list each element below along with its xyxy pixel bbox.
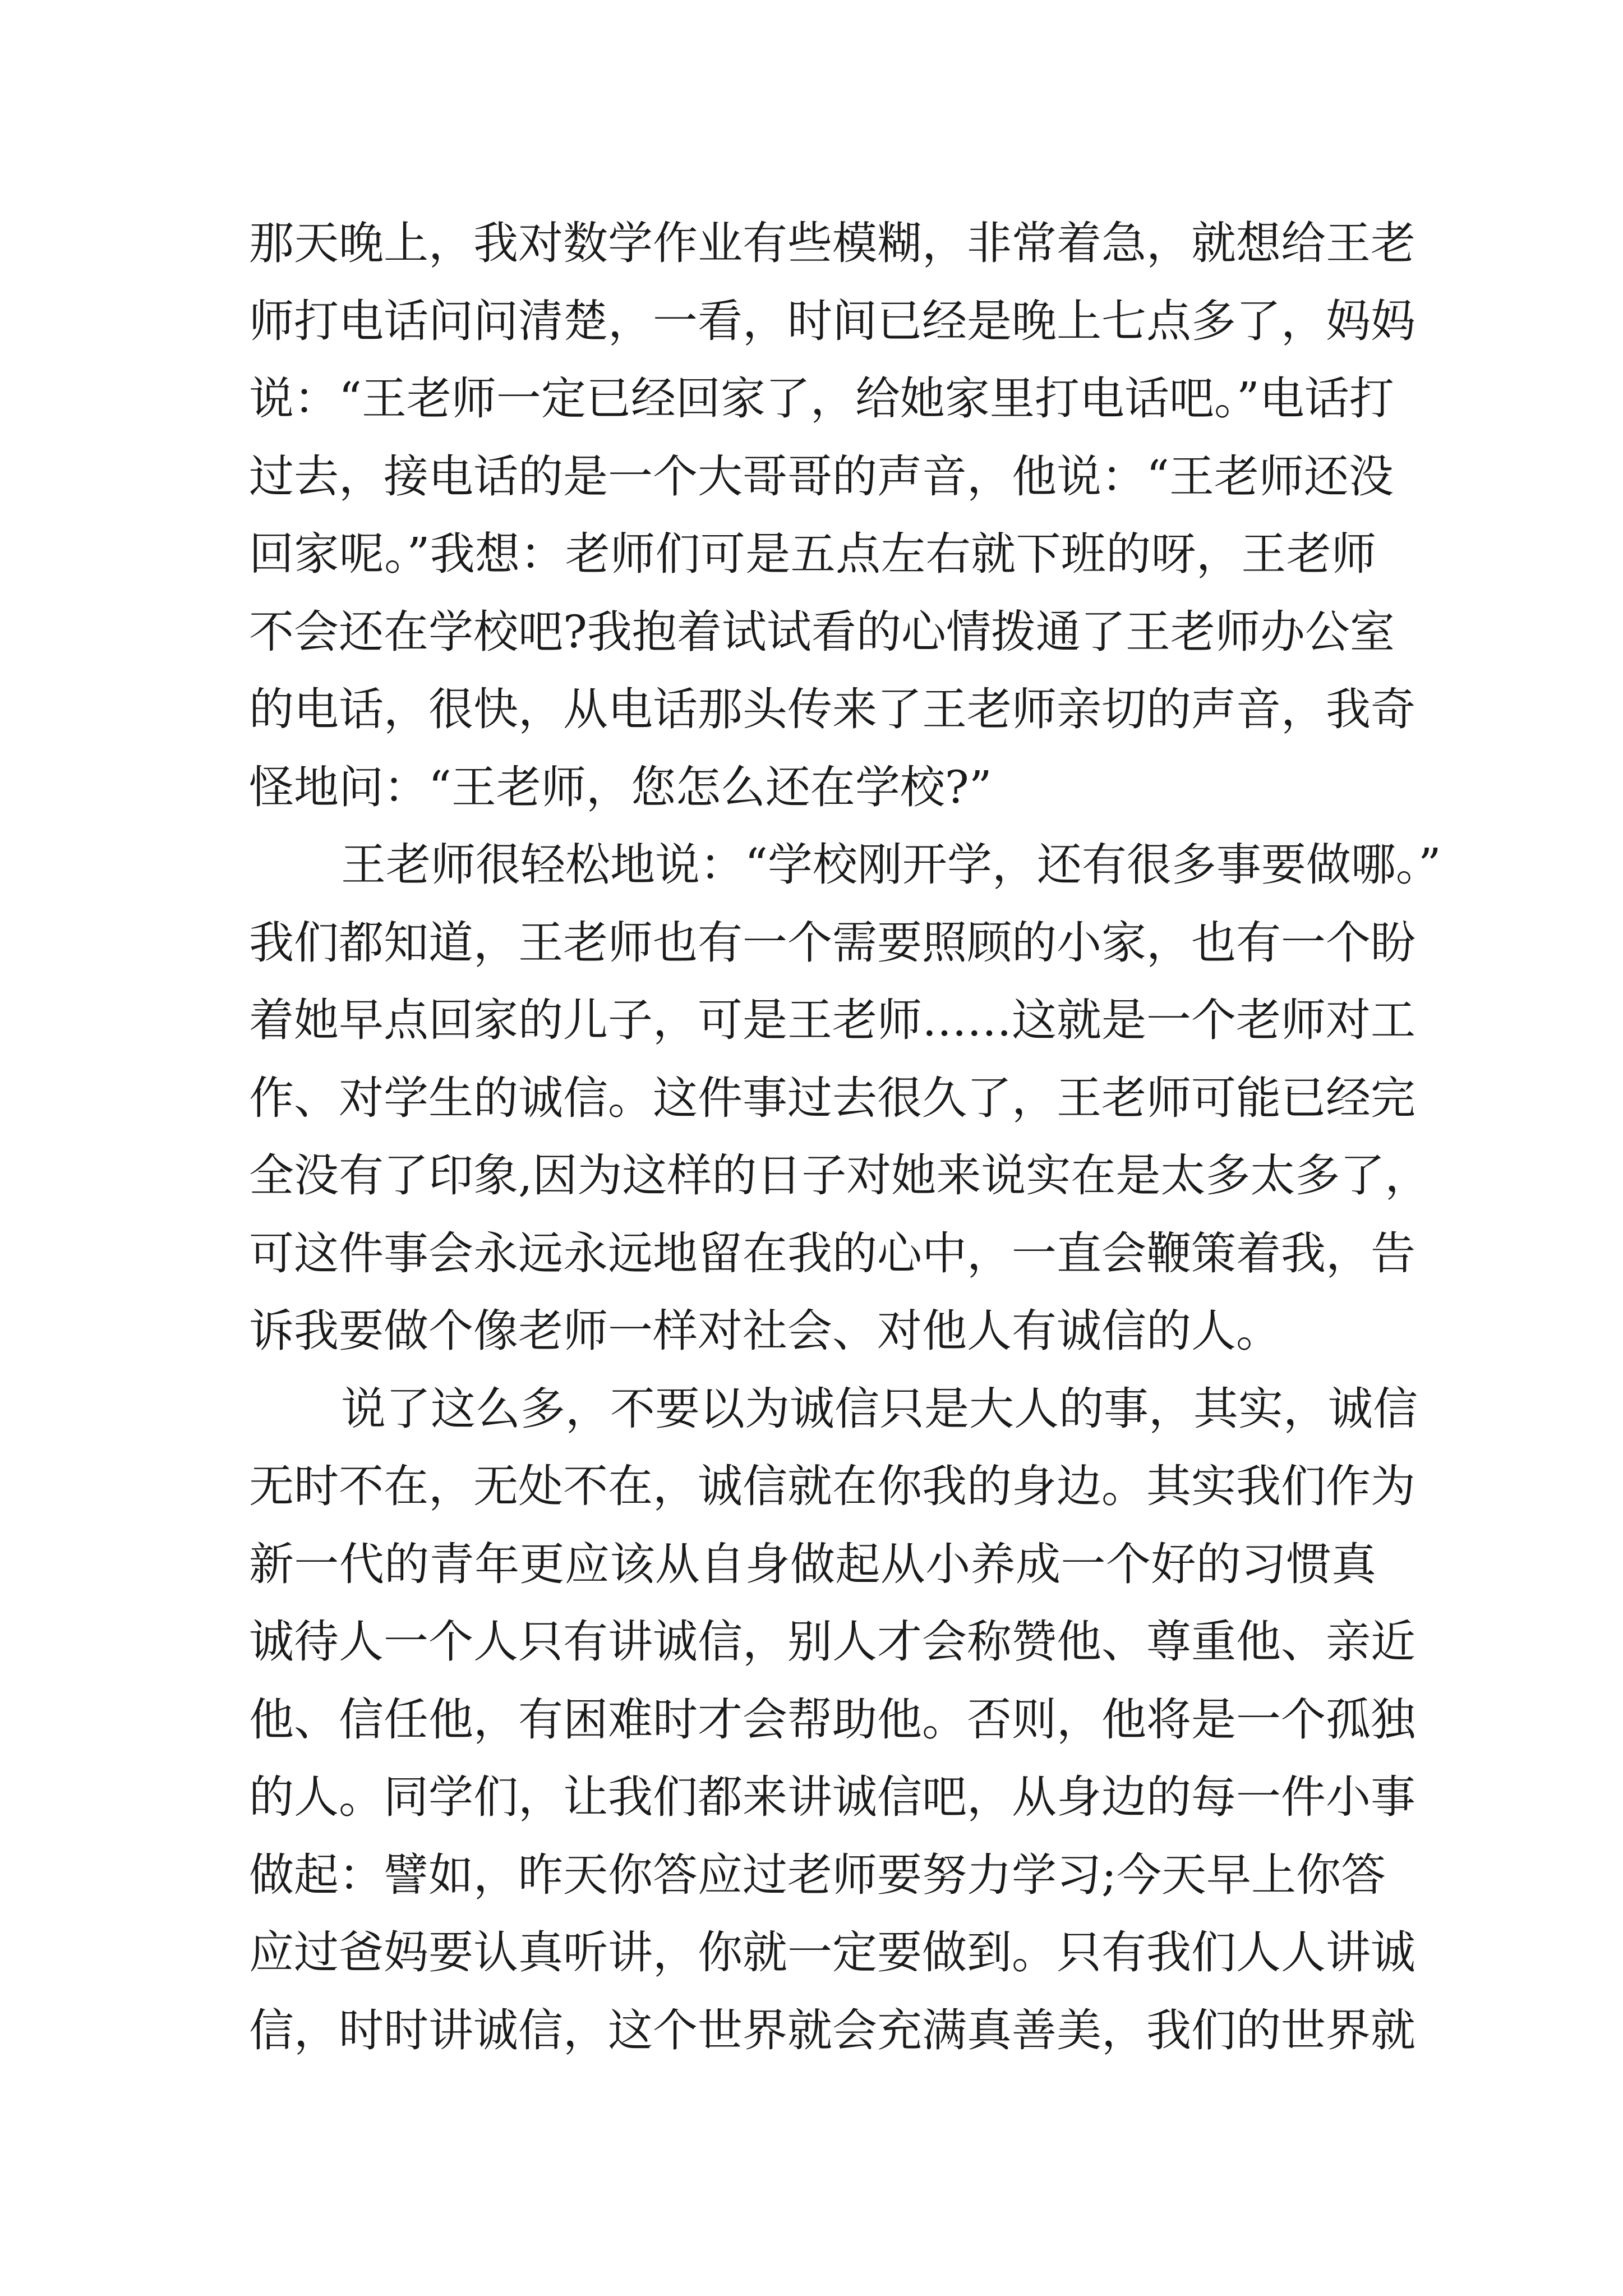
paragraph-3-line-2: 无时不在，无处不在，诚信就在你我的身边。其实我们作为 xyxy=(249,1460,1415,1512)
paragraph-3-line-1: 说了这么多，不要以为诚信只是大人的事，其实，诚信 xyxy=(341,1382,1418,1435)
paragraph-1-line-3: 说：“王老师一定已经回家了，给她家里打电话吧。”电话打 xyxy=(249,372,1394,425)
paragraph-3-line-8: 应过爸妈要认真听讲，你就一定要做到。只有我们人人讲诚 xyxy=(249,1926,1415,1978)
paragraph-2-line-1: 王老师很轻松地说：“学校刚开学，还有很多事要做哪。” xyxy=(341,839,1441,891)
paragraph-2-line-2: 我们都知道，王老师也有一个需要照顾的小家，也有一个盼 xyxy=(249,916,1415,969)
paragraph-3-line-6: 的人。同学们，让我们都来讲诚信吧，从身边的每一件小事 xyxy=(249,1771,1415,1823)
paragraph-2-line-5: 全没有了印象,因为这样的日子对她来说实在是太多太多了， xyxy=(249,1149,1430,1202)
paragraph-3-line-3: 新一代的青年更应该从自身做起从小养成一个好的习惯真 xyxy=(249,1538,1376,1590)
paragraph-2-line-6: 可这件事会永远永远地留在我的心中，一直会鞭策着我，告 xyxy=(249,1227,1415,1280)
paragraph-2-line-7: 诉我要做个像老师一样对社会、对他人有诚信的人。 xyxy=(249,1305,1281,1357)
paragraph-1-line-1: 那天晚上，我对数学作业有些模糊，非常着急，就想给王老 xyxy=(249,217,1415,269)
paragraph-3-line-5: 他、信任他，有困难时才会帮助他。否则，他将是一个孤独 xyxy=(249,1693,1415,1746)
paragraph-3-line-4: 诚待人一个人只有讲诚信，别人才会称赞他、尊重他、亲近 xyxy=(249,1616,1415,1668)
paragraph-1-line-6: 不会还在学校吧?我抱着试试看的心情拨通了王老师办公室 xyxy=(249,605,1395,658)
document-body xyxy=(249,205,1441,2069)
paragraph-3-line-9: 信，时时讲诚信，这个世界就会充满真善美，我们的世界就 xyxy=(249,2004,1415,2056)
paragraph-1-line-2: 师打电话问问清楚，一看，时间已经是晚上七点多了，妈妈 xyxy=(249,295,1415,347)
paragraph-1-line-8: 怪地问：“王老师，您怎么还在学校?” xyxy=(249,761,992,813)
paragraph-3-line-7: 做起：譬如，昨天你答应过老师要努力学习;今天早上你答 xyxy=(249,1848,1386,1901)
paragraph-1-line-7: 的电话，很快，从电话那头传来了王老师亲切的声音，我奇 xyxy=(249,683,1415,735)
paragraph-2-line-4: 作、对学生的诚信。这件事过去很久了，王老师可能已经完 xyxy=(249,1071,1415,1124)
paragraph-1-line-4: 过去，接电话的是一个大哥哥的声音，他说：“王老师还没 xyxy=(249,450,1394,503)
paragraph-1-line-5: 回家呢。”我想：老师们可是五点左右就下班的呀，王老师 xyxy=(249,528,1376,580)
paragraph-2-line-3: 着她早点回家的儿子，可是王老师……这就是一个老师对工 xyxy=(249,994,1415,1046)
